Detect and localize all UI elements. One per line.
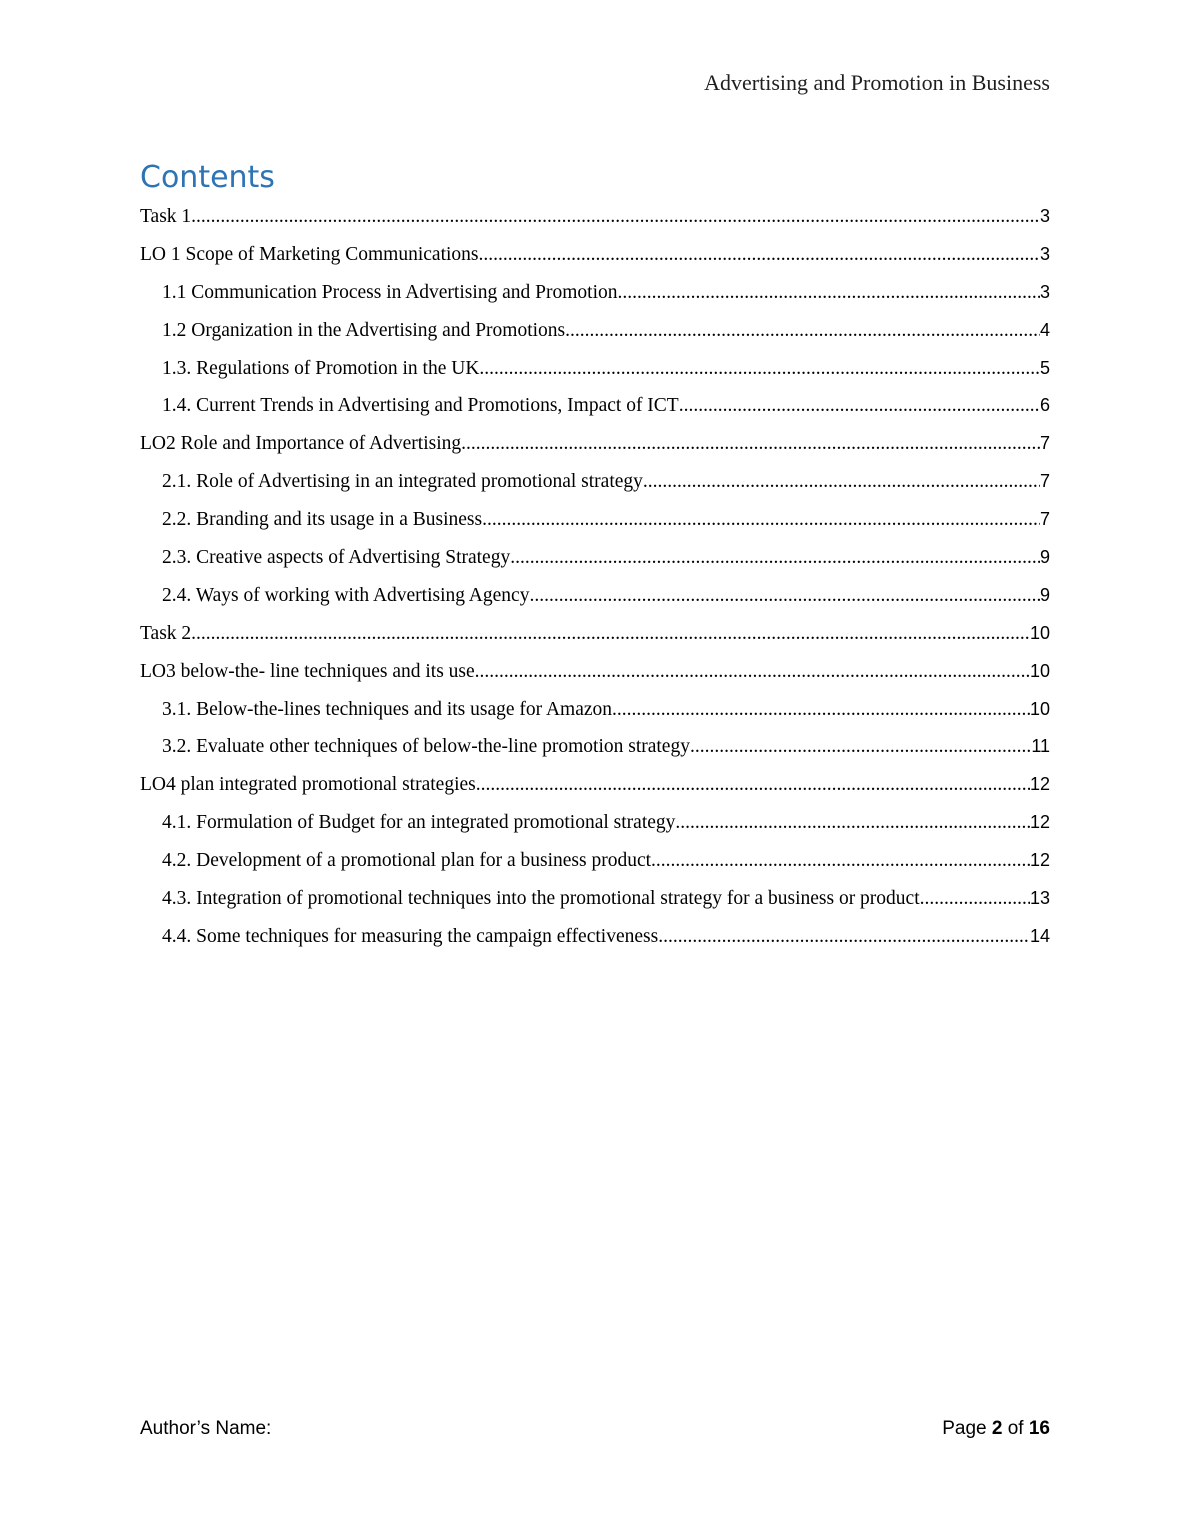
- toc-dot-leader: [643, 468, 1040, 496]
- toc-entry-title: 4.3. Integration of promotional techniques into the promotional strategy for a business or product: [162, 888, 920, 910]
- author-name-label: Author’s Name:: [140, 1418, 272, 1439]
- toc-entry-page: 12: [1029, 812, 1050, 833]
- toc-entry-page: 5: [1039, 357, 1050, 378]
- toc-entry[interactable]: [140, 240, 1050, 278]
- toc-dot-leader: [476, 771, 1030, 799]
- toc-entry[interactable]: [140, 202, 1050, 240]
- toc-entry-title: 2.4. Ways of working with Advertising Agency: [162, 584, 530, 606]
- toc-entry-title: 4.2. Development of a promotional plan for a business product: [162, 850, 652, 872]
- toc-entry[interactable]: [140, 619, 1050, 657]
- toc-entry-title: LO4 plan integrated promotional strategies: [140, 774, 476, 796]
- toc-entry-title: Task 2: [140, 622, 192, 644]
- running-header: Advertising and Promotion in Business: [704, 70, 1050, 95]
- toc-dot-leader: [510, 544, 1040, 572]
- toc-entry-page: 10: [1029, 660, 1050, 681]
- toc-dot-leader: [529, 582, 1040, 610]
- toc-entry-page: 11: [1031, 736, 1050, 757]
- toc-entry-page: 14: [1029, 925, 1050, 946]
- toc-entry[interactable]: [140, 316, 1050, 354]
- page-total: 16: [1028, 1418, 1050, 1439]
- page-current: 2: [991, 1418, 1003, 1439]
- toc-entry-title: LO 1 Scope of Marketing Communications: [140, 243, 479, 265]
- table-of-contents: [140, 202, 1050, 960]
- toc-entry[interactable]: [140, 278, 1050, 316]
- toc-entry[interactable]: [140, 657, 1050, 695]
- toc-entry-title: 1.2 Organization in the Advertising and Promotions: [162, 319, 566, 341]
- toc-entry-title: 4.1. Formulation of Budget for an integrated promotional strategy: [162, 812, 676, 834]
- toc-dot-leader: [920, 885, 1030, 913]
- toc-entry-page: 6: [1039, 395, 1050, 416]
- toc-entry[interactable]: [140, 581, 1050, 619]
- toc-dot-leader: [679, 392, 1040, 420]
- toc-entry[interactable]: [140, 354, 1050, 392]
- toc-dot-leader: [475, 658, 1030, 686]
- toc-entry-page: 7: [1039, 509, 1050, 530]
- toc-entry[interactable]: [140, 770, 1050, 808]
- toc-entry-page: 10: [1029, 622, 1050, 643]
- toc-entry[interactable]: [140, 543, 1050, 581]
- toc-dot-leader: [658, 923, 1030, 951]
- page-of: of: [1007, 1418, 1024, 1439]
- toc-dot-leader: [565, 317, 1040, 345]
- toc-entry-page: 7: [1039, 471, 1050, 492]
- toc-entry[interactable]: [140, 467, 1050, 505]
- toc-entry-title: LO3 below-the- line techniques and its use: [140, 660, 475, 682]
- toc-entry[interactable]: [140, 505, 1050, 543]
- toc-entry-title: 2.1. Role of Advertising in an integrated promotional strategy: [162, 471, 643, 493]
- toc-entry-title: 3.1. Below-the-lines techniques and its usage for Amazon: [162, 698, 613, 720]
- toc-entry[interactable]: [140, 732, 1050, 770]
- toc-entry-title: 1.1 Communication Process in Advertising and Promotion: [162, 281, 618, 303]
- toc-dot-leader: [479, 355, 1040, 383]
- toc-heading: Contents: [140, 160, 275, 195]
- toc-entry-title: 1.3. Regulations of Promotion in the UK: [162, 357, 480, 379]
- toc-entry[interactable]: [140, 846, 1050, 884]
- toc-entry-page: 9: [1039, 584, 1050, 605]
- toc-dot-leader: [479, 241, 1040, 269]
- toc-dot-leader: [191, 203, 1040, 231]
- toc-entry-title: 4.4. Some techniques for measuring the campaign effectiveness: [162, 925, 659, 947]
- toc-entry-page: 7: [1039, 433, 1050, 454]
- page-prefix: Page: [942, 1418, 987, 1439]
- toc-entry-title: 2.2. Branding and its usage in a Business: [162, 509, 483, 531]
- toc-entry-page: 3: [1039, 281, 1050, 302]
- toc-entry-title: LO2 Role and Importance of Advertising: [140, 433, 462, 455]
- toc-dot-leader: [651, 847, 1030, 875]
- toc-entry[interactable]: [140, 884, 1050, 922]
- toc-entry-page: 12: [1029, 850, 1050, 871]
- toc-dot-leader: [461, 430, 1040, 458]
- toc-entry-page: 12: [1029, 774, 1050, 795]
- toc-entry-page: 9: [1039, 547, 1050, 568]
- toc-entry-page: 3: [1039, 243, 1050, 264]
- toc-dot-leader: [690, 733, 1031, 761]
- toc-entry[interactable]: [140, 808, 1050, 846]
- toc-dot-leader: [612, 696, 1030, 724]
- toc-entry[interactable]: [140, 922, 1050, 960]
- toc-entry[interactable]: [140, 695, 1050, 733]
- toc-dot-leader: [482, 506, 1040, 534]
- toc-entry-page: 13: [1029, 888, 1050, 909]
- toc-entry-page: 4: [1039, 319, 1050, 340]
- toc-entry-page: 10: [1029, 698, 1050, 719]
- toc-entry[interactable]: [140, 429, 1050, 467]
- toc-entry-title: Task 1: [140, 206, 192, 227]
- toc-entry-title: 1.4. Current Trends in Advertising and Promotions, Impact of ICT: [162, 395, 679, 417]
- toc-entry-title: 2.3. Creative aspects of Advertising Strategy: [162, 547, 511, 569]
- toc-dot-leader: [675, 809, 1030, 837]
- toc-entry-title: 3.2. Evaluate other techniques of below-the-line promotion strategy: [162, 736, 690, 758]
- toc-entry[interactable]: [140, 391, 1050, 429]
- page-footer: [140, 1418, 1050, 1440]
- toc-dot-leader: [618, 279, 1040, 307]
- toc-dot-leader: [191, 620, 1030, 648]
- toc-entry-page: 3: [1039, 206, 1050, 226]
- page-number: [942, 1418, 1050, 1440]
